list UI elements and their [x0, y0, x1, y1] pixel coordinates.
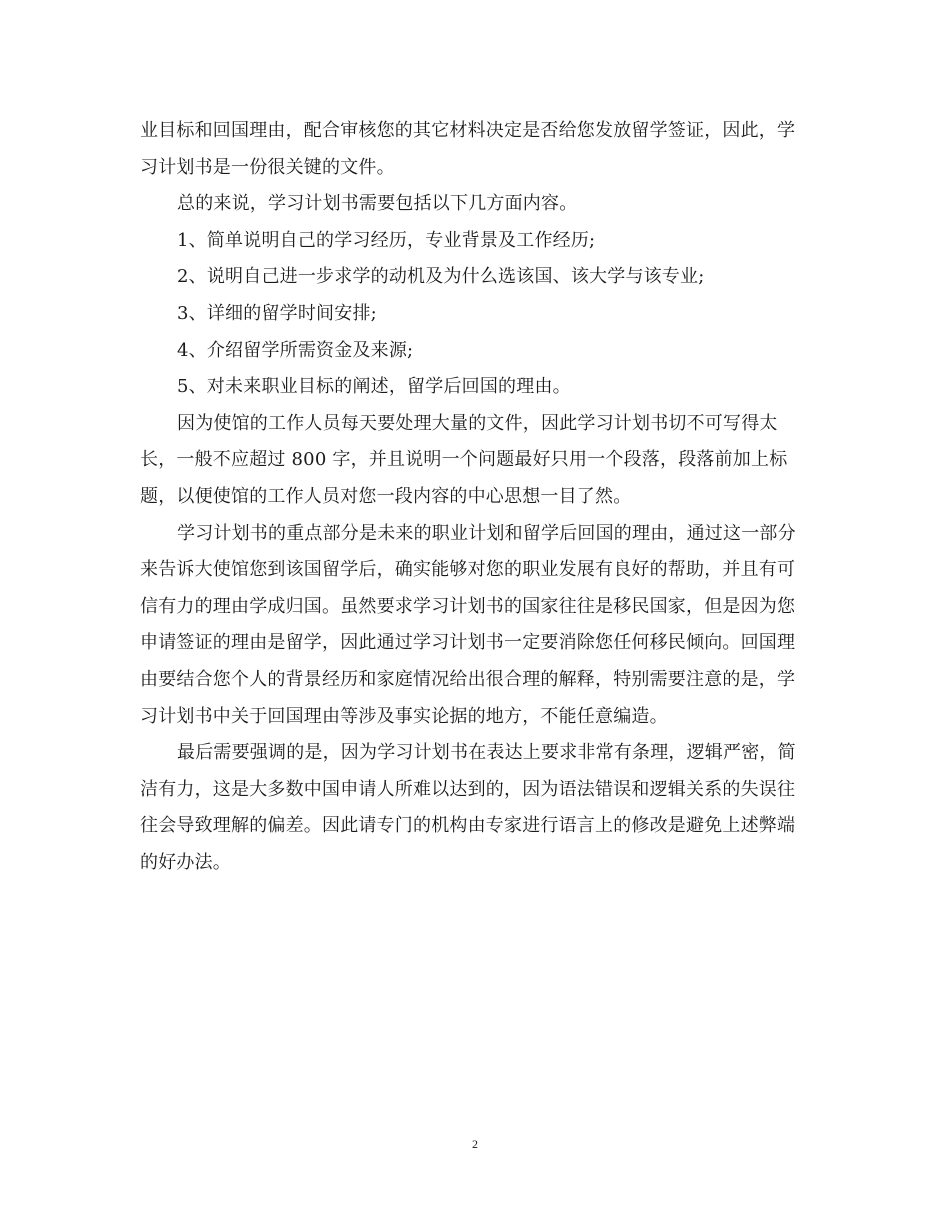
text-line: 的好办法。	[140, 851, 231, 873]
text-line: 洁有力，这是大多数中国申请人所难以达到的，因为语法错误和逻辑关系的失误往	[140, 778, 796, 800]
page-number: 2	[472, 1137, 478, 1151]
text-line: 最后需要强调的是，因为学习计划书在表达上要求非常有条理，逻辑严密，简	[177, 742, 796, 764]
text-line: 长，一般不应超过 800 字，并且说明一个问题最好只用一个段落，段落前加上标	[140, 449, 788, 471]
text-line: 信有力的理由学成归国。虽然要求学习计划书的国家往往是移民国家，但是因为您	[140, 595, 796, 617]
list-item: 3、详细的留学时间安排;	[177, 302, 377, 324]
text-line: 来告诉大使馆您到该国留学后，确实能够对您的职业发展有良好的帮助，并且有可	[140, 559, 796, 581]
list-item: 5、对未来职业目标的阐述，留学后回国的理由。	[177, 376, 571, 398]
text-line: 习计划书中关于回国理由等涉及事实论据的地方，不能任意编造。	[140, 705, 668, 727]
text-line: 业目标和回国理由，配合审核您的其它材料决定是否给您发放留学签证，因此，学	[140, 120, 796, 141]
list-item: 4、介绍留学所需资金及来源;	[177, 339, 414, 361]
text-line: 题，以便使馆的工作人员对您一段内容的中心思想一目了然。	[140, 485, 632, 507]
text-line: 申请签证的理由是留学，因此通过学习计划书一定要消除您任何移民倾向。回国理	[140, 632, 796, 654]
text-line: 往会导致理解的偏差。因此请专门的机构由专家进行语言上的修改是避免上述弊端	[140, 815, 796, 837]
text-line: 习计划书是一份很关键的文件。	[140, 156, 395, 178]
list-item: 2、说明自己进一步求学的动机及为什么选该国、该大学与该专业;	[177, 266, 705, 288]
text-line: 总的来说，学习计划书需要包括以下几方面内容。	[177, 193, 578, 215]
text-line: 因为使馆的工作人员每天要处理大量的文件，因此学习计划书切不可写得太	[177, 412, 778, 434]
list-item: 1、简单说明自己的学习经历，专业背景及工作经历;	[177, 229, 596, 251]
text-line: 学习计划书的重点部分是未来的职业计划和留学后回国的理由，通过这一部分	[177, 522, 796, 544]
text-line: 由要结合您个人的背景经历和家庭情况给出很合理的解释，特别需要注意的是，学	[140, 668, 796, 690]
document-body	[140, 113, 812, 881]
